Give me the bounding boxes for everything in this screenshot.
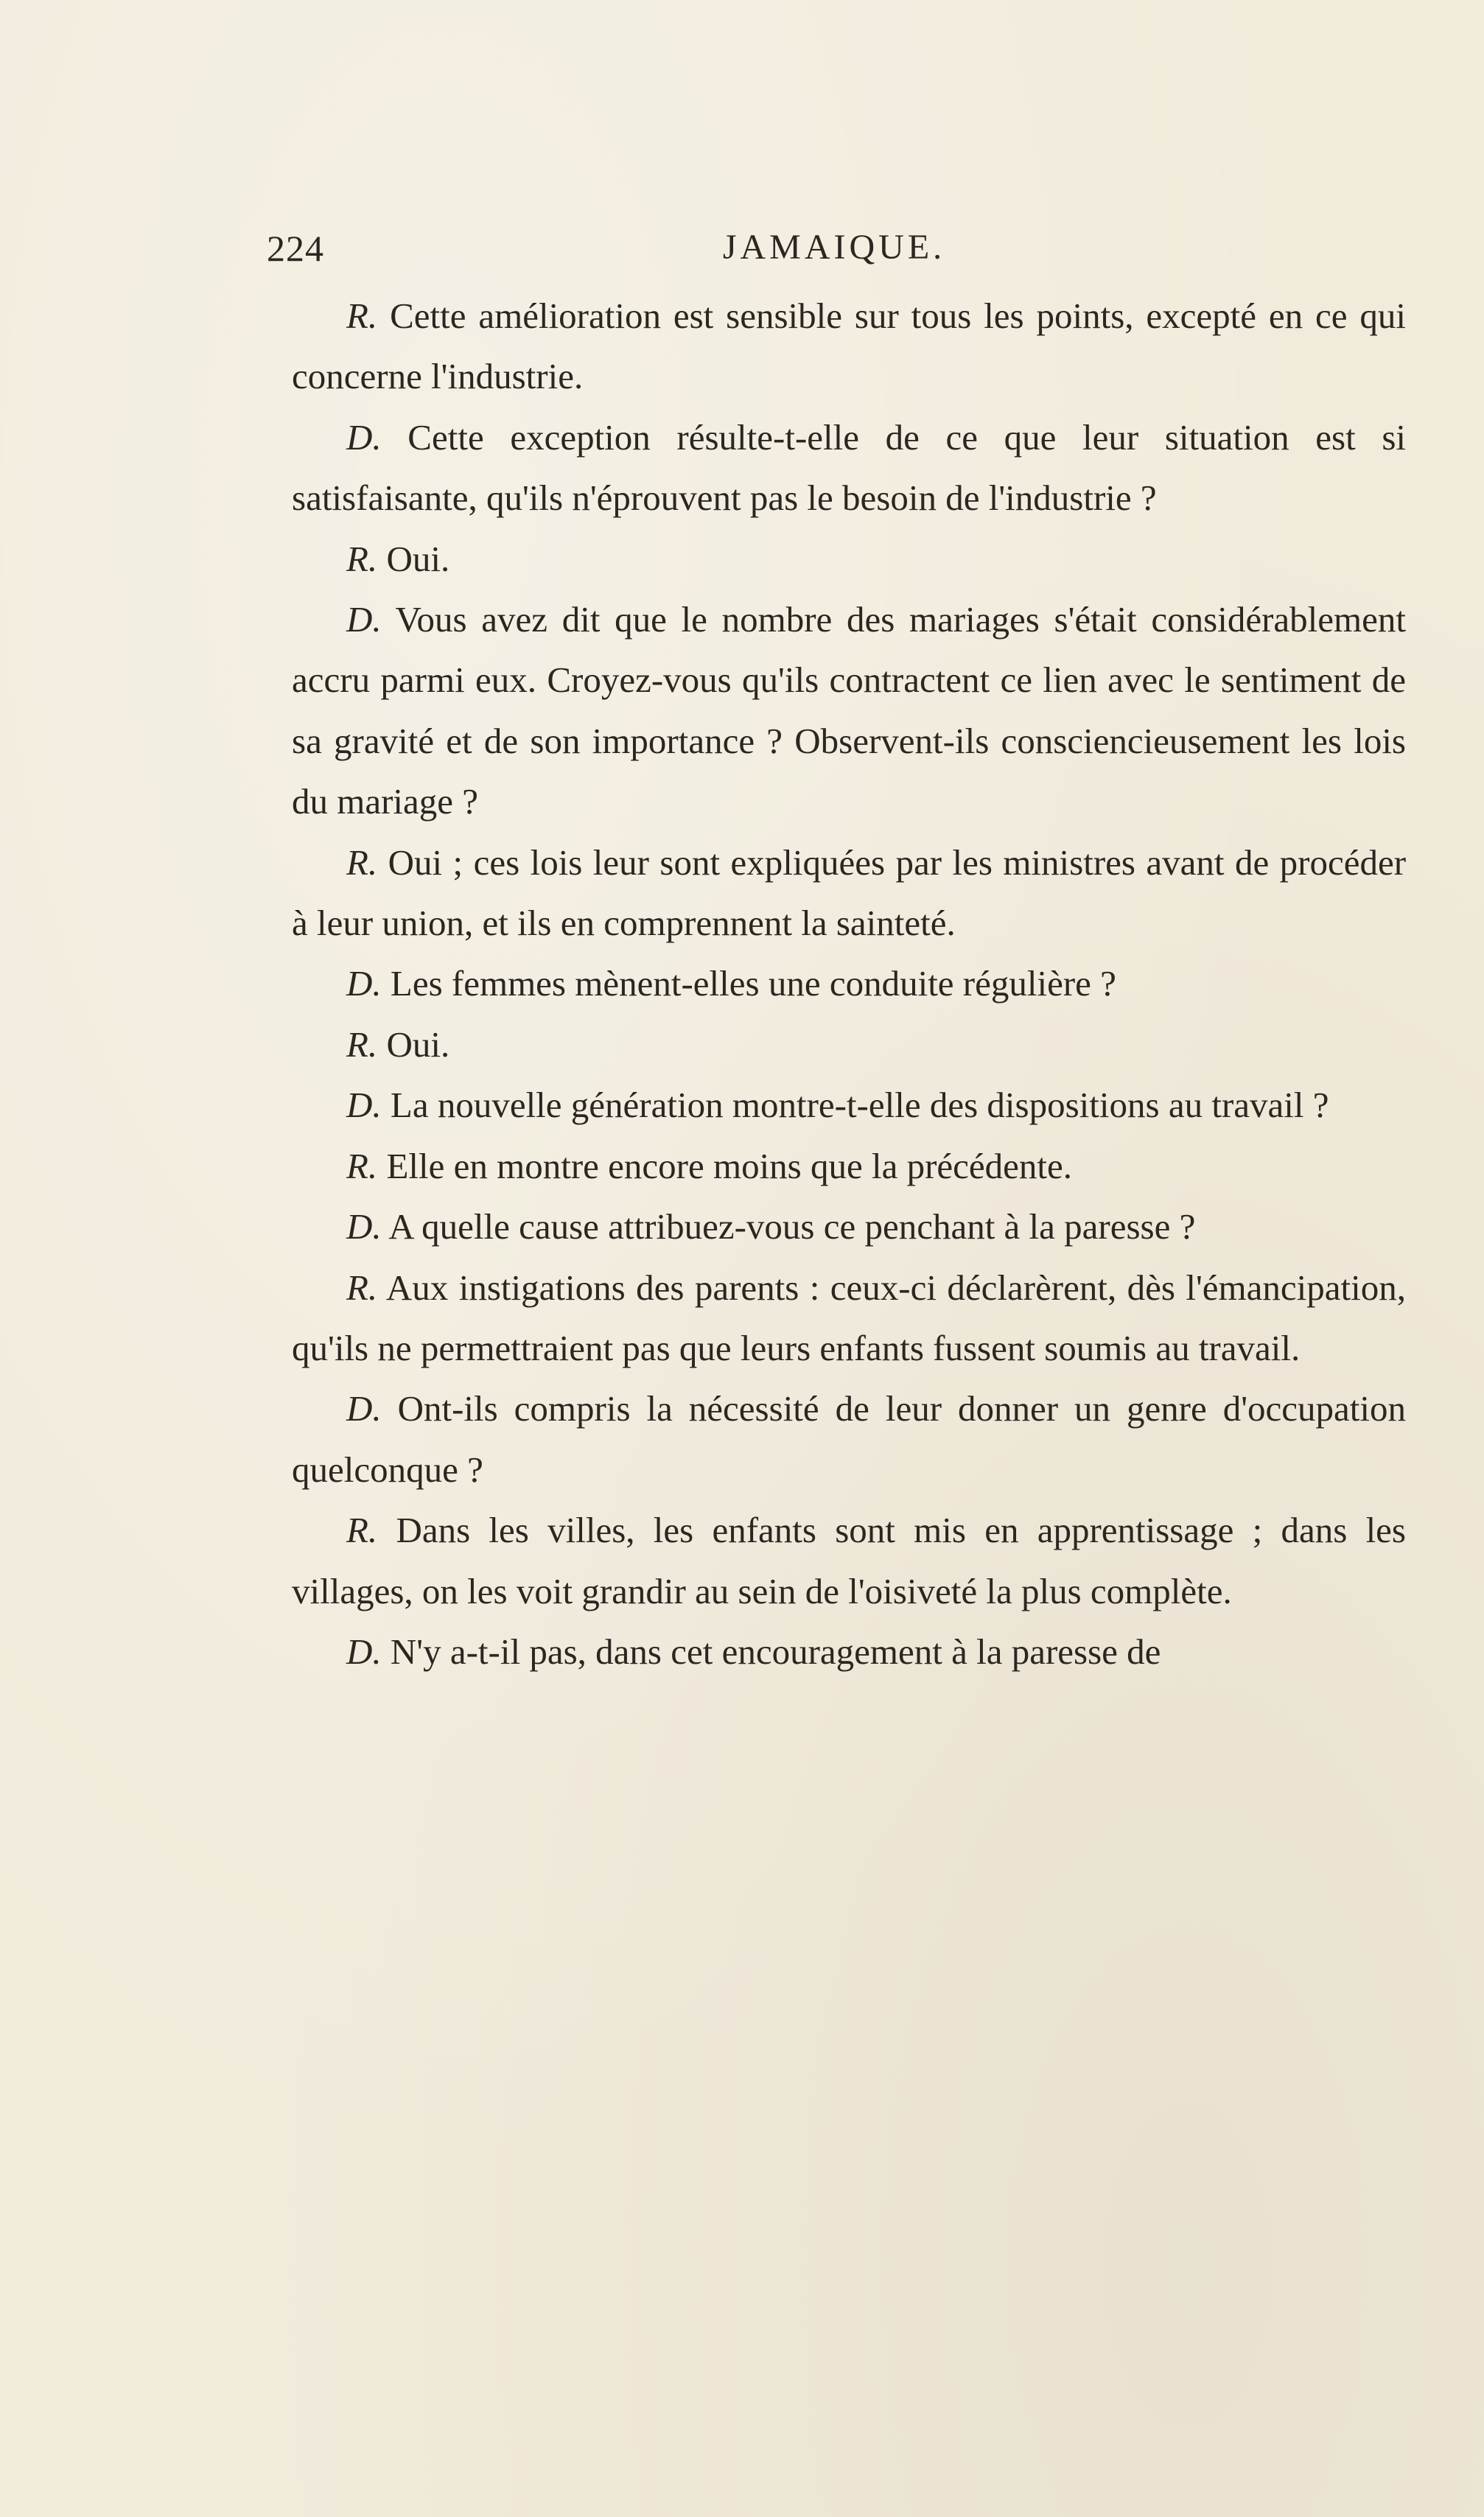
paragraph <box>292 953 1406 1014</box>
paragraph-text: Aux instigations des parents : ceux-ci déclarèrent, dès l'émancipation, qu'ils ne permettraient pas que leurs enfants fussent soumis au travail. <box>292 1267 1406 1368</box>
page-header <box>267 221 1401 280</box>
paragraph <box>292 407 1406 529</box>
paragraph-text: A quelle cause attribuez-vous ce penchant à la paresse ? <box>388 1206 1196 1247</box>
speaker-label: D. <box>346 416 382 458</box>
paragraph <box>292 286 1406 407</box>
speaker-label: R. <box>346 538 378 579</box>
paragraph <box>292 1075 1406 1135</box>
paragraph-text: Oui. <box>386 538 450 579</box>
paragraph <box>292 1015 1406 1075</box>
paragraph-text: Ont-ils compris la nécessité de leur donner un genre d'occupation quelconque ? <box>292 1388 1407 1490</box>
body-text <box>292 286 1406 1682</box>
paragraph-text: Cette exception résulte-t-elle de ce que leur situation est si satisfaisante, qu'ils n'éprouvent pas le besoin de l'industrie ? <box>292 416 1407 519</box>
paragraph <box>292 529 1406 589</box>
paragraph-text: Elle en montre encore moins que la précédente. <box>386 1145 1073 1186</box>
speaker-label: D. <box>346 599 382 640</box>
paragraph-text: Oui ; ces lois leur sont expliquées par les ministres avant de procéder à leur union, et ils en comprennent la sainteté. <box>292 841 1407 944</box>
paragraph <box>292 589 1406 833</box>
paragraph <box>292 833 1406 954</box>
paragraph <box>292 1258 1406 1379</box>
paragraph <box>292 1379 1406 1500</box>
paragraph-text: Cette amélioration est sensible sur tous les points, excepté en ce qui concerne l'industrie. <box>292 295 1406 397</box>
paragraph-text: La nouvelle génération montre-t-elle des dispositions au travail ? <box>390 1085 1329 1126</box>
paragraph-text: Dans les villes, les enfants sont mis en apprentissage ; dans les villages, on les voit grandir au sein de l'oisiveté la plus complète. <box>292 1510 1406 1611</box>
paragraph <box>292 1622 1406 1682</box>
speaker-label: D. <box>346 1085 382 1126</box>
paragraph <box>292 1500 1406 1622</box>
speaker-label: R. <box>346 1145 378 1186</box>
paragraph-text: Oui. <box>386 1023 450 1065</box>
speaker-label: D. <box>346 1631 382 1672</box>
speaker-label: R. <box>346 295 378 336</box>
speaker-label: R. <box>346 1510 378 1551</box>
paragraph-text: Les femmes mènent-elles une conduite régulière ? <box>390 963 1116 1004</box>
paragraph-text: Vous avez dit que le nombre des mariages s'était considérablement accru parmi eux. Croyez-vous qu'ils contractent ce lien avec le sentiment de sa gravité et de son importance ? Observent-ils consciencieusement les lois du mariage ? <box>292 599 1406 822</box>
paragraph-text: N'y a-t-il pas, dans cet encouragement à la paresse de <box>390 1631 1161 1672</box>
speaker-label: D. <box>346 1206 382 1247</box>
paragraph <box>292 1197 1406 1257</box>
page-number: 224 <box>267 228 324 269</box>
speaker-label: R. <box>346 1023 378 1065</box>
running-title: JAMAIQUE. <box>722 228 946 267</box>
speaker-label: R. <box>346 1267 378 1308</box>
speaker-label: D. <box>346 1388 382 1429</box>
paragraph <box>292 1136 1406 1197</box>
speaker-label: D. <box>346 963 382 1004</box>
speaker-label: R. <box>346 841 378 883</box>
